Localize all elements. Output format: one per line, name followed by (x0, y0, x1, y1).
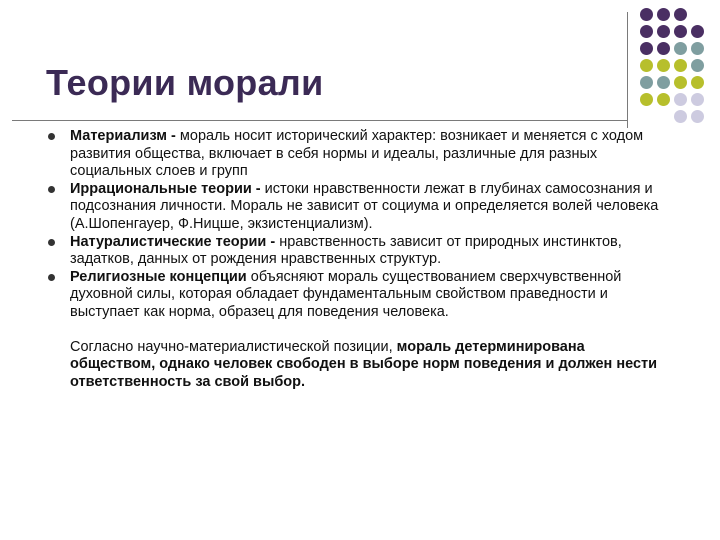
dot (691, 110, 704, 123)
list-item (48, 269, 660, 322)
decorative-dot-grid (640, 8, 720, 118)
bullet-dot-icon (48, 133, 55, 140)
bullet-dot-icon (48, 274, 55, 281)
slide-body (48, 128, 660, 391)
dot (640, 59, 653, 72)
dot (674, 8, 687, 21)
item-term: Натуралистические теории - (70, 233, 280, 250)
item-term: Материализм - (70, 128, 180, 144)
dot (674, 25, 687, 38)
item-text: мораль носит исторический характер: возникает и меняется с ходом развития общества, включает в себя нормы и идеалы, различные для разных социальных слоев и групп (70, 128, 644, 180)
bullet-dot-icon (48, 186, 55, 193)
item-text: истоки нравственности лежат в глубинах самосознания и подсознания личности. Мораль не зависит от социума и определяется волей человека (А.Шопенгауер, Ф.Ницше, экзистенциализм). (70, 180, 659, 232)
dot (657, 76, 670, 89)
dot (657, 93, 670, 106)
dot (674, 110, 687, 123)
dot (691, 59, 704, 72)
item-term: Иррациональные теории - (70, 180, 265, 197)
dot (657, 42, 670, 55)
dot (674, 42, 687, 55)
dot (691, 76, 704, 89)
item-term: Религиозные концепции (70, 268, 251, 285)
dot (640, 76, 653, 89)
list-item (48, 181, 660, 234)
dot (691, 42, 704, 55)
dot (674, 59, 687, 72)
slide-title: Теории морали (46, 62, 324, 103)
list-item (48, 234, 660, 269)
bullet-dot-icon (48, 239, 55, 246)
dot (674, 93, 687, 106)
item-text: объясняют мораль существованием сверхчувственной духовной силы, которая обладает фундаментальным свойством праведности и выступает как норма, образец для поведения человека. (70, 268, 622, 320)
dot (691, 25, 704, 38)
dot (691, 93, 704, 106)
dot (640, 93, 653, 106)
dot (657, 59, 670, 72)
dot (640, 42, 653, 55)
dot (657, 25, 670, 38)
list-item (48, 128, 660, 181)
dot (657, 8, 670, 21)
conclusion-prefix: Согласно научно-материалистической позиции, (70, 338, 397, 355)
dot (640, 8, 653, 21)
vertical-divider (627, 12, 628, 128)
horizontal-divider (12, 120, 627, 121)
conclusion-paragraph (48, 339, 660, 392)
dot (640, 25, 653, 38)
conclusion-emphasis: мораль детерминирована обществом, однако человек свободен в выборе норм поведения и должен нести ответственность за свой выбор. (70, 338, 658, 390)
item-text: нравственность зависит от природных инстинктов, задатков, данных от рождения нравственных структур. (70, 233, 622, 268)
dot (674, 76, 687, 89)
